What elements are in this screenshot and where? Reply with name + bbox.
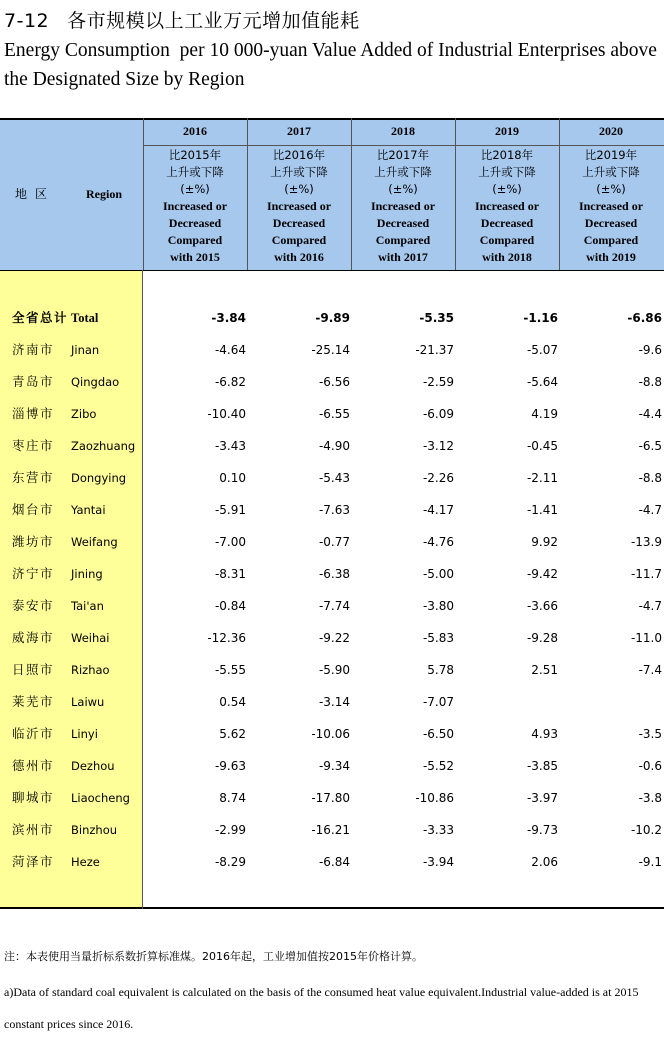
table-row [0,494,664,526]
value-cell-2017: -6.56 [318,375,350,389]
year-header: 2018 [391,124,415,138]
region-name-cn: 威海市 [12,630,55,645]
region-name-cn: 济南市 [12,342,55,357]
subheader-line-cn2: 上升或下降 [478,165,536,179]
region-name-en: Zaozhuang [71,439,136,453]
value-cell-2018: -4.17 [422,503,454,517]
column-subheader [247,147,351,269]
value-cell-2020: -13.9 [630,535,662,549]
value-cell-2018: 5.78 [427,663,454,677]
value-cell-2017: -9.22 [318,631,350,645]
region-name-en: Linyi [71,727,98,741]
table-row [0,622,664,654]
value-cell-2018: -2.26 [422,471,454,485]
year-header: 2020 [599,124,623,138]
value-cell-2017: -6.38 [318,567,350,581]
value-cell-2019: -3.66 [526,599,558,613]
subheader-line-cn1: 比2017年 [376,148,430,162]
value-cell-2017: -3.14 [318,695,350,709]
value-cell-2018: -3.12 [422,439,454,453]
table-row [0,590,664,622]
region-name-cn: 日照市 [12,662,55,677]
region-name-en: Jining [71,567,103,581]
value-cell-2020: -4.7 [638,599,662,613]
region-name-en: Liaocheng [71,791,130,805]
value-cell-2020: -6.5 [638,439,662,453]
subheader-line-en1: Increased or [578,199,644,213]
value-cell-2020: -9.6 [638,343,662,357]
value-cell-2016: -2.99 [214,823,246,837]
value-cell-2020: -6.86 [627,311,662,325]
subheader-line-en2: Decreased [584,216,638,230]
table-row [0,750,664,782]
region-name-en: Rizhao [71,663,110,677]
subheader-line-cn1: 比2018年 [480,148,534,162]
value-cell-2017: -6.84 [318,855,350,869]
value-cell-2018: -21.37 [415,343,454,357]
region-header-en: Region [86,187,122,201]
region-name-cn: 烟台市 [12,502,55,517]
value-cell-2017: -9.34 [318,759,350,773]
value-cell-2016: -7.00 [214,535,246,549]
region-name-en: Jinan [71,343,100,357]
table-bottom-rule [0,907,664,909]
value-cell-2019: -3.85 [526,759,558,773]
value-cell-2016: -3.43 [214,439,246,453]
year-header: 2017 [287,124,311,138]
region-name-cn: 全省总计 [12,310,69,325]
subheader-line-en1: Increased or [162,199,228,213]
value-cell-2018: -2.59 [422,375,454,389]
value-cell-2019: -2.11 [526,471,558,485]
subheader-line-en1: Increased or [370,199,436,213]
table-row [0,398,664,430]
data-table [0,118,664,909]
region-name-cn: 济宁市 [12,566,55,581]
value-cell-2016: -4.64 [214,343,246,357]
value-cell-2016: 8.74 [219,791,246,805]
subheader-line-cn2: 上升或下降 [270,165,328,179]
region-name-cn: 莱芜市 [12,694,55,709]
value-cell-2017: -5.43 [318,471,350,485]
value-cell-2020: -3.5 [638,727,662,741]
value-cell-2018: -4.76 [422,535,454,549]
table-row [0,334,664,366]
value-cell-2016: 5.62 [219,727,246,741]
value-cell-2016: -3.84 [211,311,246,325]
value-cell-2020: -11.0 [630,631,662,645]
value-cell-2018: -6.50 [422,727,454,741]
value-cell-2016: -5.55 [214,663,246,677]
subheader-line-en3: Compared [479,233,535,247]
region-name-cn: 德州市 [12,758,55,773]
value-cell-2016: -0.84 [214,599,246,613]
value-cell-2016: 0.10 [219,471,246,485]
value-cell-2020: -4.4 [638,407,662,421]
table-row [0,814,664,846]
value-cell-2017: -16.21 [311,823,350,837]
value-cell-2016: -8.31 [214,567,246,581]
region-name-cn: 泰安市 [12,598,55,613]
subheader-line-en3: Compared [167,233,223,247]
value-cell-2018: -10.86 [415,791,454,805]
note-en: a)Data of standard coal equivalent is calculated on the basis of the consumed heat value equivalent.Industrial value-added is at 2015 constant prices since 2016. [4,985,639,1031]
subheader-line-en3: Compared [271,233,327,247]
subheader-line-en3: Compared [375,233,431,247]
subheader-line-en1: Increased or [266,199,332,213]
value-cell-2016: -6.82 [214,375,246,389]
value-cell-2019: -0.45 [526,439,558,453]
value-cell-2019: -9.28 [526,631,558,645]
value-cell-2017: -6.55 [318,407,350,421]
region-name-cn: 滨州市 [12,822,55,837]
region-name-cn: 临沂市 [12,726,55,741]
column-subheader [559,147,663,269]
region-name-en: Dezhou [71,759,115,773]
value-cell-2019: -5.07 [526,343,558,357]
subheader-line-en4: with 2017 [378,250,428,264]
column-subheader [143,147,247,269]
value-cell-2019: 2.06 [531,855,558,869]
table-row [0,558,664,590]
value-cell-2019: -5.64 [526,375,558,389]
region-name-en: Zibo [71,407,97,421]
value-cell-2019: 4.93 [531,727,558,741]
year-divider-line [143,145,664,146]
table-row [0,846,664,878]
value-cell-2018: -3.80 [422,599,454,613]
value-cell-2020: -0.6 [638,759,662,773]
region-name-cn: 潍坊市 [12,534,55,549]
subheader-line-cn3: (±%) [492,182,522,196]
value-cell-2020: -3.8 [638,791,662,805]
table-number: 7-12 [4,10,50,32]
value-cell-2019: 4.19 [531,407,558,421]
table-row [0,718,664,750]
value-cell-2018: -5.00 [422,567,454,581]
header-bottom-rule [0,270,664,271]
value-cell-2016: -5.91 [214,503,246,517]
value-cell-2017: -7.63 [318,503,350,517]
value-cell-2018: -5.52 [422,759,454,773]
value-cell-2020: -11.7 [630,567,662,581]
note-cn: 注：本表使用当量折标系数折算标准煤。2016年起，工业增加值按2015年价格计算。 [4,950,423,963]
value-cell-2020: -8.8 [638,375,662,389]
region-name-en: Tai'an [71,599,104,613]
subheader-line-cn1: 比2016年 [272,148,326,162]
value-cell-2018: -5.35 [419,311,454,325]
table-row [0,782,664,814]
value-cell-2017: -7.74 [318,599,350,613]
region-name-cn: 菏泽市 [12,854,55,869]
subheader-line-en2: Decreased [376,216,430,230]
table-row [0,462,664,494]
subheader-line-en3: Compared [583,233,639,247]
value-cell-2017: -4.90 [318,439,350,453]
region-name-cn: 聊城市 [12,790,55,805]
table-row [0,686,664,718]
subheader-line-cn3: (±%) [596,182,626,196]
subheader-line-en2: Decreased [480,216,534,230]
year-header: 2016 [183,124,207,138]
region-name-en: Yantai [71,503,106,517]
subheader-line-cn2: 上升或下降 [166,165,224,179]
value-cell-2020: -8.8 [638,471,662,485]
column-subheader [455,147,559,269]
table-row [0,654,664,686]
subheader-line-cn1: 比2015年 [168,148,222,162]
table-row-total [0,302,664,334]
subheader-line-cn1: 比2019年 [584,148,638,162]
table-row [0,430,664,462]
subheader-line-cn2: 上升或下降 [374,165,432,179]
region-name-en: Qingdao [71,375,120,389]
value-cell-2019: -9.42 [526,567,558,581]
value-cell-2017: -9.89 [315,311,350,325]
value-cell-2018: -6.09 [422,407,454,421]
value-cell-2019: 2.51 [531,663,558,677]
value-cell-2019: -1.41 [526,503,558,517]
region-name-en: Dongying [71,471,127,485]
title-cn-text: 各市规模以上工业万元增加值能耗 [67,10,360,32]
region-name-en: Weifang [71,535,118,549]
year-header: 2019 [495,124,519,138]
region-name-cn: 枣庄市 [12,438,55,453]
value-cell-2019: -3.97 [526,791,558,805]
value-cell-2016: 0.54 [219,695,246,709]
value-cell-2019: -1.16 [523,311,558,325]
region-name-en: Weihai [71,631,110,645]
value-cell-2018: -3.94 [422,855,454,869]
page-title-cn [4,6,360,33]
subheader-line-cn2: 上升或下降 [582,165,640,179]
value-cell-2018: -5.83 [422,631,454,645]
region-name-cn: 东营市 [12,470,55,485]
value-cell-2017: -0.77 [318,535,350,549]
subheader-line-en2: Decreased [168,216,222,230]
value-cell-2017: -5.90 [318,663,350,677]
value-cell-2016: -8.29 [214,855,246,869]
subheader-line-en4: with 2019 [586,250,636,264]
value-cell-2016: -12.36 [207,631,246,645]
column-subheader [351,147,455,269]
table-row [0,526,664,558]
subheader-line-cn3: (±%) [180,182,210,196]
value-cell-2019: 9.92 [531,535,558,549]
value-cell-2020: -7.4 [638,663,662,677]
region-name-cn: 青岛市 [12,374,55,389]
subheader-line-en4: with 2016 [274,250,324,264]
subheader-line-en1: Increased or [474,199,540,213]
value-cell-2020: -4.7 [638,503,662,517]
region-name-en: Laiwu [71,695,105,709]
value-cell-2016: -9.63 [214,759,246,773]
subheader-line-en2: Decreased [272,216,326,230]
value-cell-2018: -7.07 [422,695,454,709]
value-cell-2017: -10.06 [311,727,350,741]
value-cell-2020: -10.2 [630,823,662,837]
value-cell-2018: -3.33 [422,823,454,837]
subheader-line-cn3: (±%) [284,182,314,196]
subheader-line-en4: with 2018 [482,250,532,264]
region-name-cn: 淄博市 [12,406,55,421]
region-name-en: Total [71,311,99,325]
subheader-line-cn3: (±%) [388,182,418,196]
value-cell-2017: -17.80 [311,791,350,805]
region-name-en: Binzhou [71,823,118,837]
page-title-en: Energy Consumption per 10 000-yuan Value Added of Industrial Enterprises above the Designated Size by Region [4,40,662,90]
region-header-cn: 地区 [15,187,56,201]
region-header [0,184,142,204]
table-row [0,366,664,398]
value-cell-2020: -9.1 [638,855,662,869]
subheader-line-en4: with 2015 [170,250,220,264]
value-cell-2019: -9.73 [526,823,558,837]
region-name-en: Heze [71,855,100,869]
value-cell-2016: -10.40 [207,407,246,421]
value-cell-2017: -25.14 [311,343,350,357]
